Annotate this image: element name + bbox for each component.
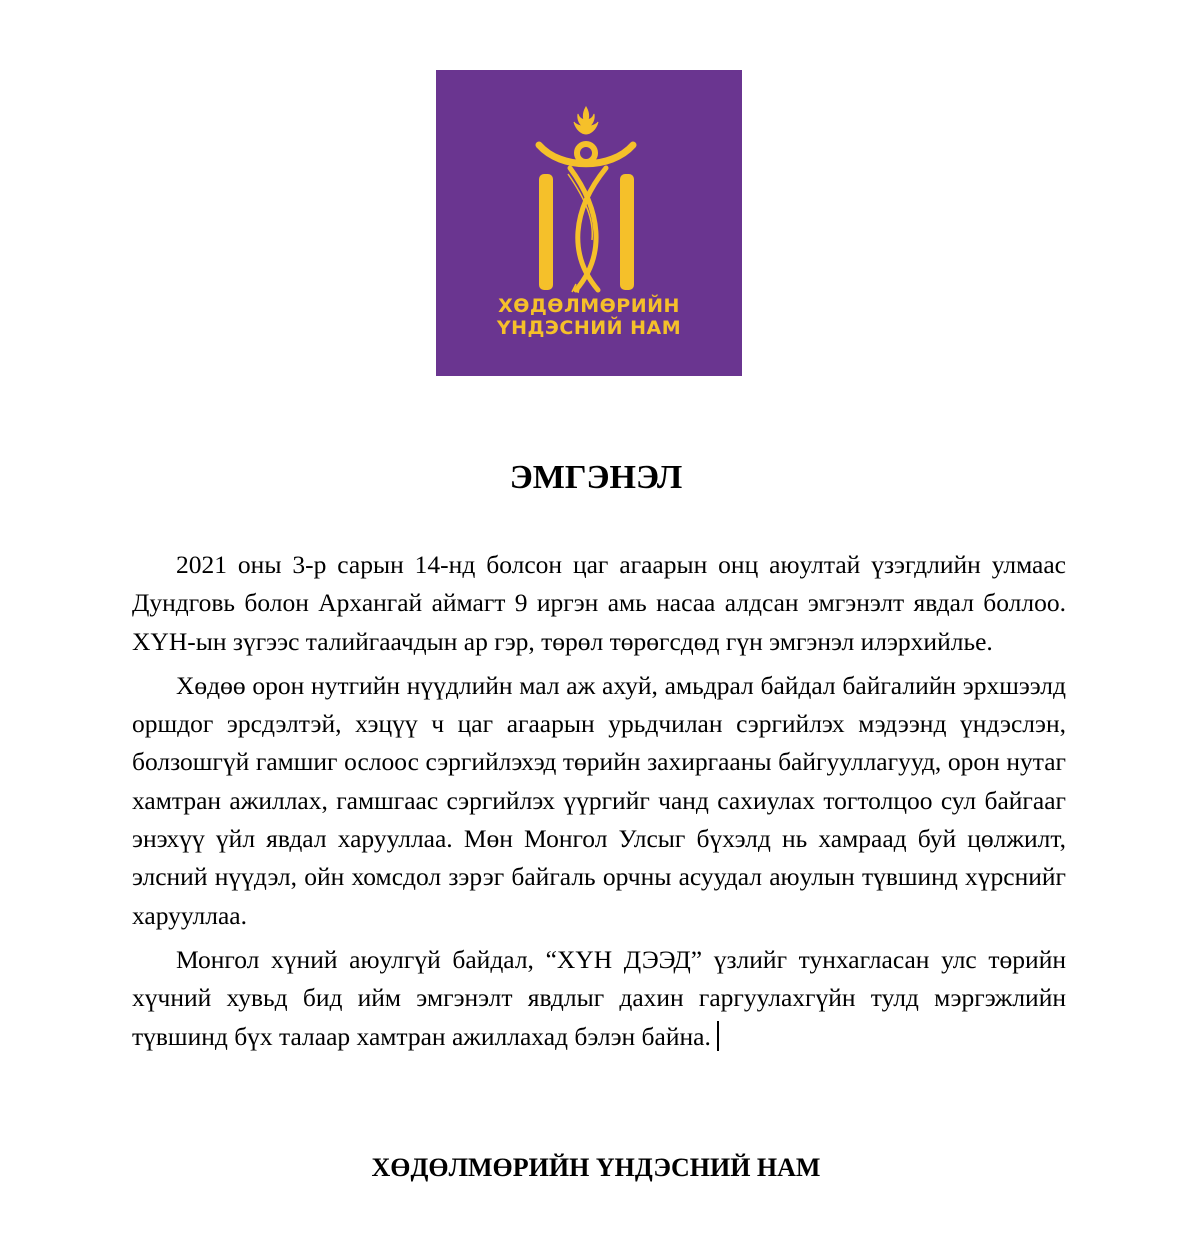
sun-ring-icon xyxy=(577,144,595,162)
left-pillar xyxy=(539,174,553,290)
document-title: ЭМГЭНЭЛ xyxy=(509,459,683,496)
paragraph-3 xyxy=(132,941,1066,1056)
text-cursor xyxy=(717,1021,719,1051)
paragraph-3-text: Монгол хүний аюулгүй байдал, “ХҮН ДЭЭД” үзлийг тунхагласан улс төрийн хүчний хувьд бид ийм эмгэнэлт явдлыг дахин гаргуулахгүйн тулд мэргэжлийн түвшинд бүх талаар хамтран ажиллахад бэлэн байна. xyxy=(132,944,1066,1051)
right-pillar xyxy=(620,174,634,290)
signature-party-name: ХӨДӨЛМӨРИЙН ҮНДЭСНИЙ НАМ xyxy=(371,1153,821,1182)
paragraph-2: Хөдөө орон нутгийн нүүдлийн мал аж ахуй, амьдрал байдал байгалийн эрхшээлд оршдог эрсдэлтэй, хэцүү ч цаг агаарын урьдчилан сэргийлэх мэдээнд үндэслэн, болзошгүй гамшиг ослоос сэргийлэхэд төрийн захиргааны байгууллагууд, орон нутаг хамтран ажиллах, гамшгаас сэргийлэх үүргийг чанд сахиулах тогтолцоо сул байгааг энэхүү үйл явдал харууллаа. Мөн Монгол Улсыг бүхэлд нь хамраад буй цөлжилт, элсний нүүдэл, ойн хомсдол зэрэг байгаль орчны асуудал аюулын түвшинд хүрснийг харууллаа. xyxy=(132,670,1066,930)
logo-text-line2: ҮНДЭСНИЙ НАМ xyxy=(496,317,682,339)
logo-text-line1: ХӨДӨЛМӨРИЙН xyxy=(498,295,680,317)
document-body xyxy=(132,546,1066,1062)
party-logo xyxy=(436,70,742,376)
paragraph-1: 2021 оны 3-р сарын 14-нд болсон цаг агаарын онц аюултай үзэгдлийн улмаас Дундговь болон Архангай аймагт 9 иргэн амь насаа алдсан эмгэнэлт явдал боллоо. ХҮН-ын зүгээс талийгаачдын ар гэр, төрөл төрөгсдөд гүн эмгэнэл илэрхийлье. xyxy=(132,550,1066,656)
